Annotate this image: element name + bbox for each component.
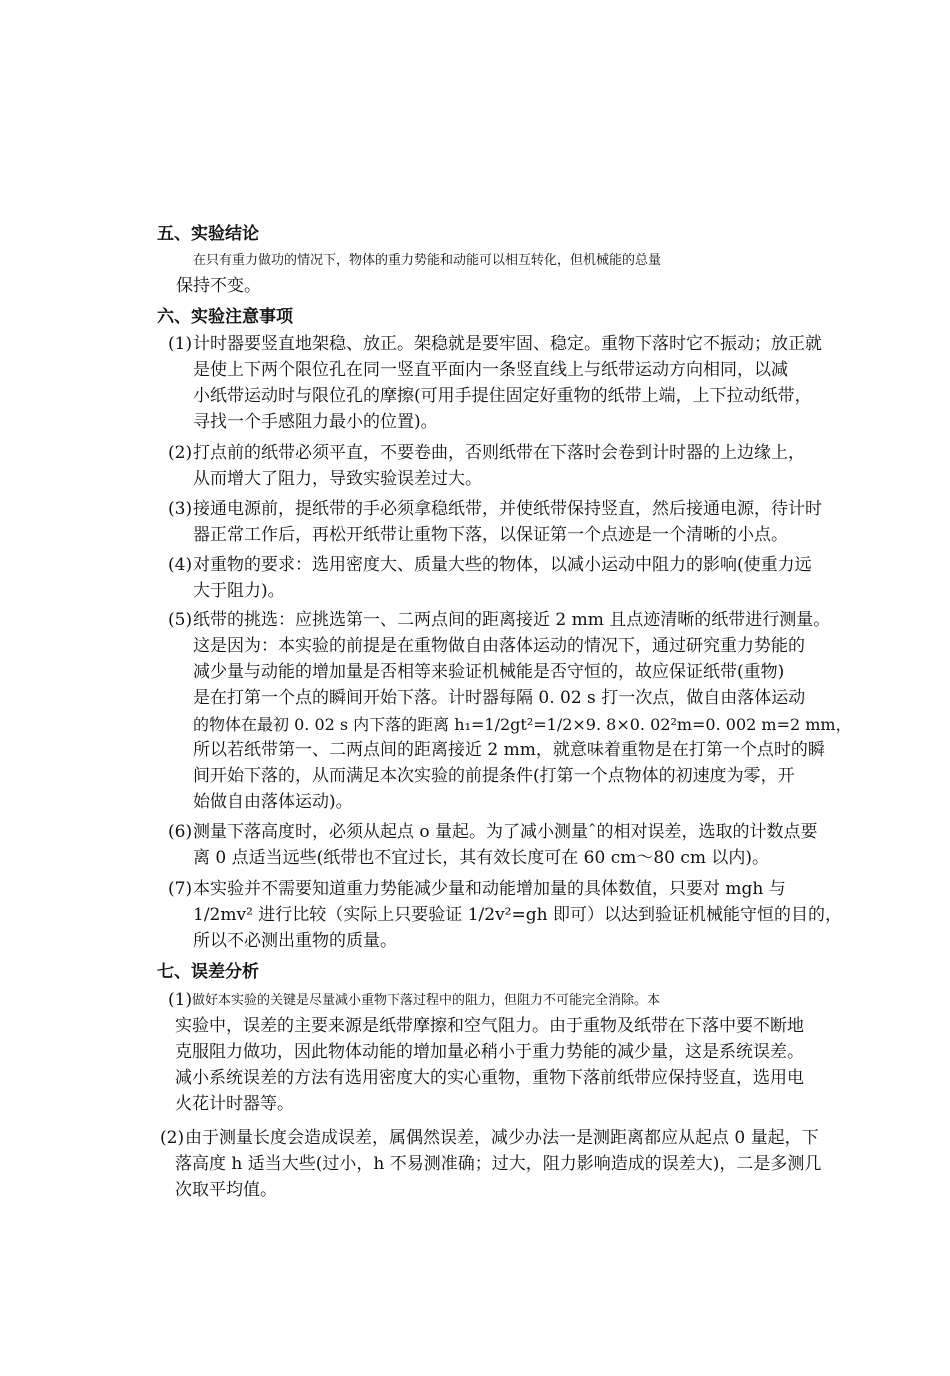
list-item-line: 对重物的要求：选用密度大、质量大些的物体，以减小运动中阻力的影响(使重力远 xyxy=(193,555,812,575)
list-item-line: 小纸带运动时与限位孔的摩擦(可用手提住固定好重物的纸带上端，上下拉动纸带， xyxy=(193,386,812,406)
list-item-line: 所以不必测出重物的质量。 xyxy=(193,931,397,951)
list-item-line: 克服阻力做功，因此物体动能的增加量必稍小于重力势能的减少量，这是系统误差。 xyxy=(175,1042,804,1062)
item-number: (2) xyxy=(168,443,193,463)
list-item-line: 1/2mv² 进行比较（实际上只要验证 1/2v²=gh 即可）以达到验证机械能守恒的目的， xyxy=(193,905,842,925)
list-item-line: 是在打第一个点的瞬间开始下落。计时器每隔 0. 02 s 打一次点，做自由落体运动 xyxy=(193,688,806,708)
list-item-line: 接通电源前，提纸带的手必须拿稳纸带，并使纸带保持竖直，然后接通电源，待计时 xyxy=(193,499,822,519)
list-item-line: 火花计时器等。 xyxy=(175,1094,294,1114)
item-number: (5) xyxy=(168,610,193,630)
item-number: (2) xyxy=(160,1128,185,1148)
item-number: (3) xyxy=(168,499,193,519)
list-item-line: 打点前的纸带必须平直，不要卷曲，否则纸带在下落时会卷到计时器的上边缘上， xyxy=(193,443,805,463)
section-heading-precautions: 六、实验注意事项 xyxy=(157,307,293,327)
list-item-line: 所以若纸带第一、二两点间的距离接近 2 mm，就意味着重物是在打第一个点时的瞬 xyxy=(193,740,825,760)
item-number: (6) xyxy=(168,822,193,842)
list-item-line: 离 0 点适当远些(纸带也不宜过长，其有效长度可在 60 cm～80 cm 以内)。 xyxy=(193,848,770,868)
item-number: (1) xyxy=(168,334,193,354)
list-item-line: 做好本实验的关键是尽量减小重物下落过程中的阻力，但阻力不可能完全消除。本 xyxy=(192,993,661,1008)
conclusion-paragraph-line-1: 在只有重力做功的情况下，物体的重力势能和动能可以相互转化，但机械能的总量 xyxy=(193,253,662,268)
list-item-line: 是使上下两个限位孔在同一竖直平面内一条竖直线上与纸带运动方向相同，以减 xyxy=(193,360,788,380)
list-item-line: 寻找一个手感阻力最小的位置)。 xyxy=(193,412,438,432)
list-item-line: 器正常工作后，再松开纸带让重物下落，以保证第一个点迹是一个清晰的小点。 xyxy=(193,525,788,545)
conclusion-paragraph-line-2: 保持不变。 xyxy=(176,276,261,296)
list-item-line: 从而增大了阻力，导致实验误差过大。 xyxy=(193,469,482,489)
item-number: (1) xyxy=(168,990,193,1010)
list-item-line: 纸带的挑选：应挑选第一、二两点间的距离接近 2 mm 且点迹清晰的纸带进行测量。 xyxy=(193,610,831,630)
item-number: (7) xyxy=(168,879,193,899)
list-item-line: 大于阻力)。 xyxy=(193,581,285,601)
section-heading-error-analysis: 七、误差分析 xyxy=(157,962,259,982)
list-item-line: 测量下落高度时，必须从起点 o 量起。为了减小测量ˆ的相对误差，选取的计数点要 xyxy=(193,822,818,842)
list-item-line: 这是因为：本实验的前提是在重物做自由落体运动的情况下，通过研究重力势能的 xyxy=(193,636,805,656)
list-item-line: 的物体在最初 0. 02 s 内下落的距离 h₁=1/2gt²=1/2×9. 8×0. 02²m=0. 002 m=2 mm， xyxy=(193,715,852,734)
list-item-line: 由于测量长度会造成误差，属偶然误差，减少办法一是测距离都应从起点 0 量起，下 xyxy=(185,1128,819,1148)
list-item-line: 减小系统误差的方法有选用密度大的实心重物，重物下落前纸带应保持竖直，选用电 xyxy=(175,1068,804,1088)
item-number: (4) xyxy=(168,555,193,575)
list-item-line: 始做自由落体运动)。 xyxy=(193,792,353,812)
list-item-line: 实验中，误差的主要来源是纸带摩擦和空气阻力。由于重物及纸带在下落中要不断地 xyxy=(175,1016,804,1036)
list-item-line: 次取平均值。 xyxy=(175,1180,277,1200)
section-heading-conclusion: 五、实验结论 xyxy=(157,224,259,244)
list-item-line: 减少量与动能的增加量是否相等来验证机械能是否守恒的，故应保证纸带(重物) xyxy=(193,662,785,682)
list-item-line: 落高度 h 适当大些(过小，h 不易测准确；过大，阻力影响造成的误差大)，二是多测几 xyxy=(175,1154,822,1174)
list-item-line: 计时器要竖直地架稳、放正。架稳就是要牢固、稳定。重物下落时它不振动；放正就 xyxy=(193,334,822,354)
list-item-line: 本实验并不需要知道重力势能减少量和动能增加量的具体数值，只要对 mgh 与 xyxy=(193,879,786,899)
list-item-line: 间开始下落的，从而满足本次实验的前提条件(打第一个点物体的初速度为零，开 xyxy=(193,766,795,786)
